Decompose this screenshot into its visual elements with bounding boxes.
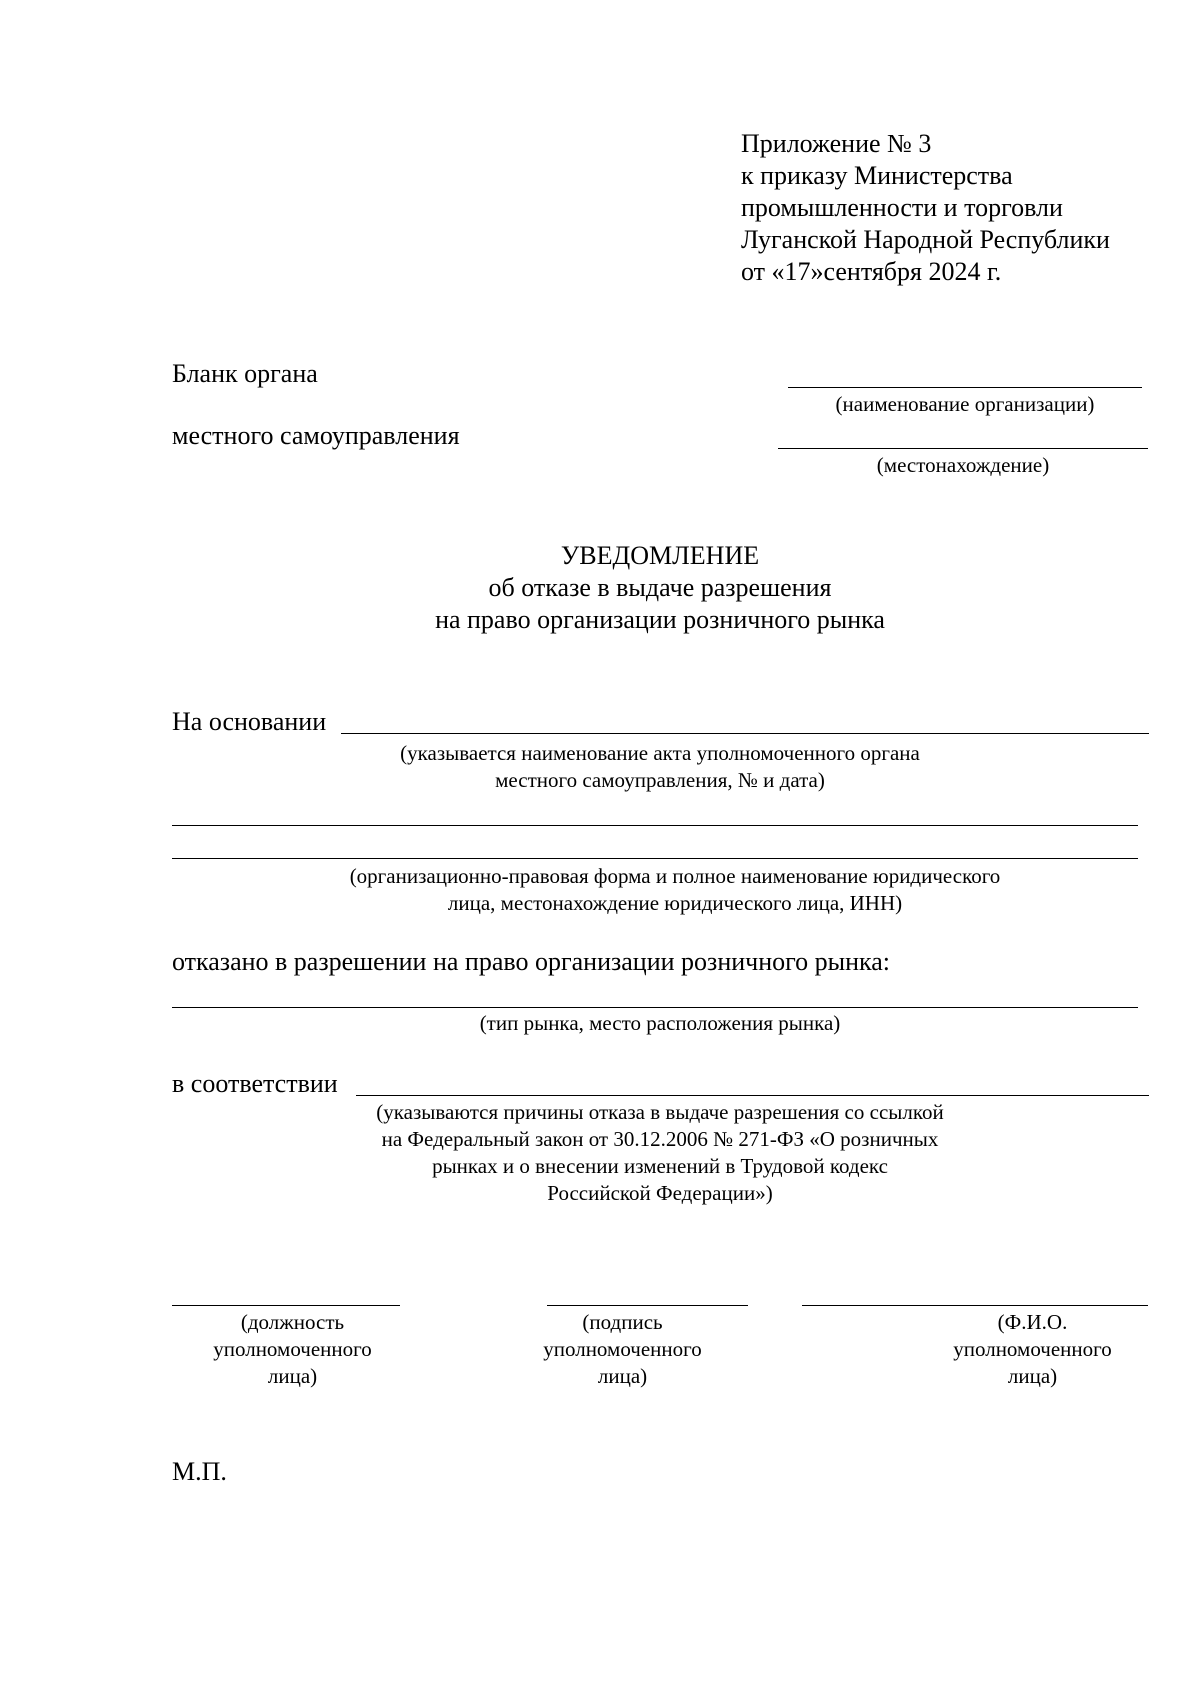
signature-caption-line: лица) [597, 1364, 648, 1388]
accordance-caption-line: (указываются причины отказа в выдаче разрешения со ссылкой [376, 1100, 944, 1124]
stamp-label: М.П. [172, 1457, 227, 1486]
position-caption-line: уполномоченного [213, 1337, 372, 1361]
fio-line [802, 1305, 1148, 1306]
signature-line [547, 1305, 748, 1306]
accordance-label: в соответствии [172, 1069, 338, 1098]
appendix-line: Луганской Народной Республики [741, 225, 1110, 254]
org-name-line [788, 387, 1142, 388]
appendix-line: Приложение № 3 [741, 129, 932, 158]
position-caption [180, 1309, 405, 1390]
accordance-caption-line: Российской Федерации») [547, 1181, 773, 1205]
basis-label: На основании [172, 707, 327, 736]
legal-entity-caption-line: (организационно-правовая форма и полное наименование юридического [349, 864, 1001, 888]
appendix-line: к приказу Министерства [741, 161, 1013, 190]
location-caption: (местонахождение) [876, 453, 1050, 477]
legal-entity-caption-line: лица, местонахождение юридического лица, ИНН) [447, 891, 903, 915]
position-caption-line: (должность [240, 1310, 345, 1334]
signature-caption-line: (подпись [582, 1310, 663, 1334]
basis-caption [340, 740, 980, 794]
authority-blank-line2: местного самоуправления [172, 421, 460, 450]
document-title [300, 540, 1020, 636]
market-type-caption: (тип рынка, место расположения рынка) [479, 1011, 841, 1035]
legal-entity-caption [240, 863, 1110, 917]
fio-caption-line: (Ф.И.О. [997, 1310, 1068, 1334]
fio-caption-line: лица) [1007, 1364, 1058, 1388]
location-line [778, 448, 1148, 449]
signature-caption-line: уполномоченного [543, 1337, 702, 1361]
accordance-line [356, 1095, 1149, 1096]
position-signature-line [172, 1305, 400, 1306]
accordance-caption-line: рынках и о внесении изменений в Трудовой кодекс [432, 1154, 888, 1178]
accordance-caption [300, 1099, 1020, 1207]
position-caption-line: лица) [267, 1364, 318, 1388]
accordance-caption-line: на Федеральный закон от 30.12.2006 № 271-ФЗ «О розничных [381, 1127, 939, 1151]
appendix-line: от «17»сентября 2024 г. [741, 257, 1002, 286]
market-type-line [172, 1007, 1138, 1008]
basis-caption-line: местного самоуправления, № и дата) [495, 768, 825, 792]
appendix-block [741, 128, 1110, 288]
refusal-text: отказано в разрешении на право организации розничного рынка: [172, 947, 891, 976]
appendix-line: промышленности и торговли [741, 193, 1063, 222]
title-heading: УВЕДОМЛЕНИЕ [560, 541, 760, 570]
fio-caption-line: уполномоченного [953, 1337, 1112, 1361]
legal-entity-line-2 [172, 858, 1138, 859]
title-subtitle-2: на право организации розничного рынка [435, 605, 885, 634]
signature-caption [510, 1309, 735, 1390]
fio-caption [920, 1309, 1145, 1390]
authority-blank-line1: Бланк органа [172, 359, 318, 388]
legal-entity-line-1 [172, 825, 1138, 826]
title-subtitle-1: об отказе в выдаче разрешения [488, 573, 832, 602]
basis-line [341, 733, 1149, 734]
basis-caption-line: (указывается наименование акта уполномоченного органа [400, 741, 920, 765]
org-name-caption: (наименование организации) [835, 392, 1095, 416]
